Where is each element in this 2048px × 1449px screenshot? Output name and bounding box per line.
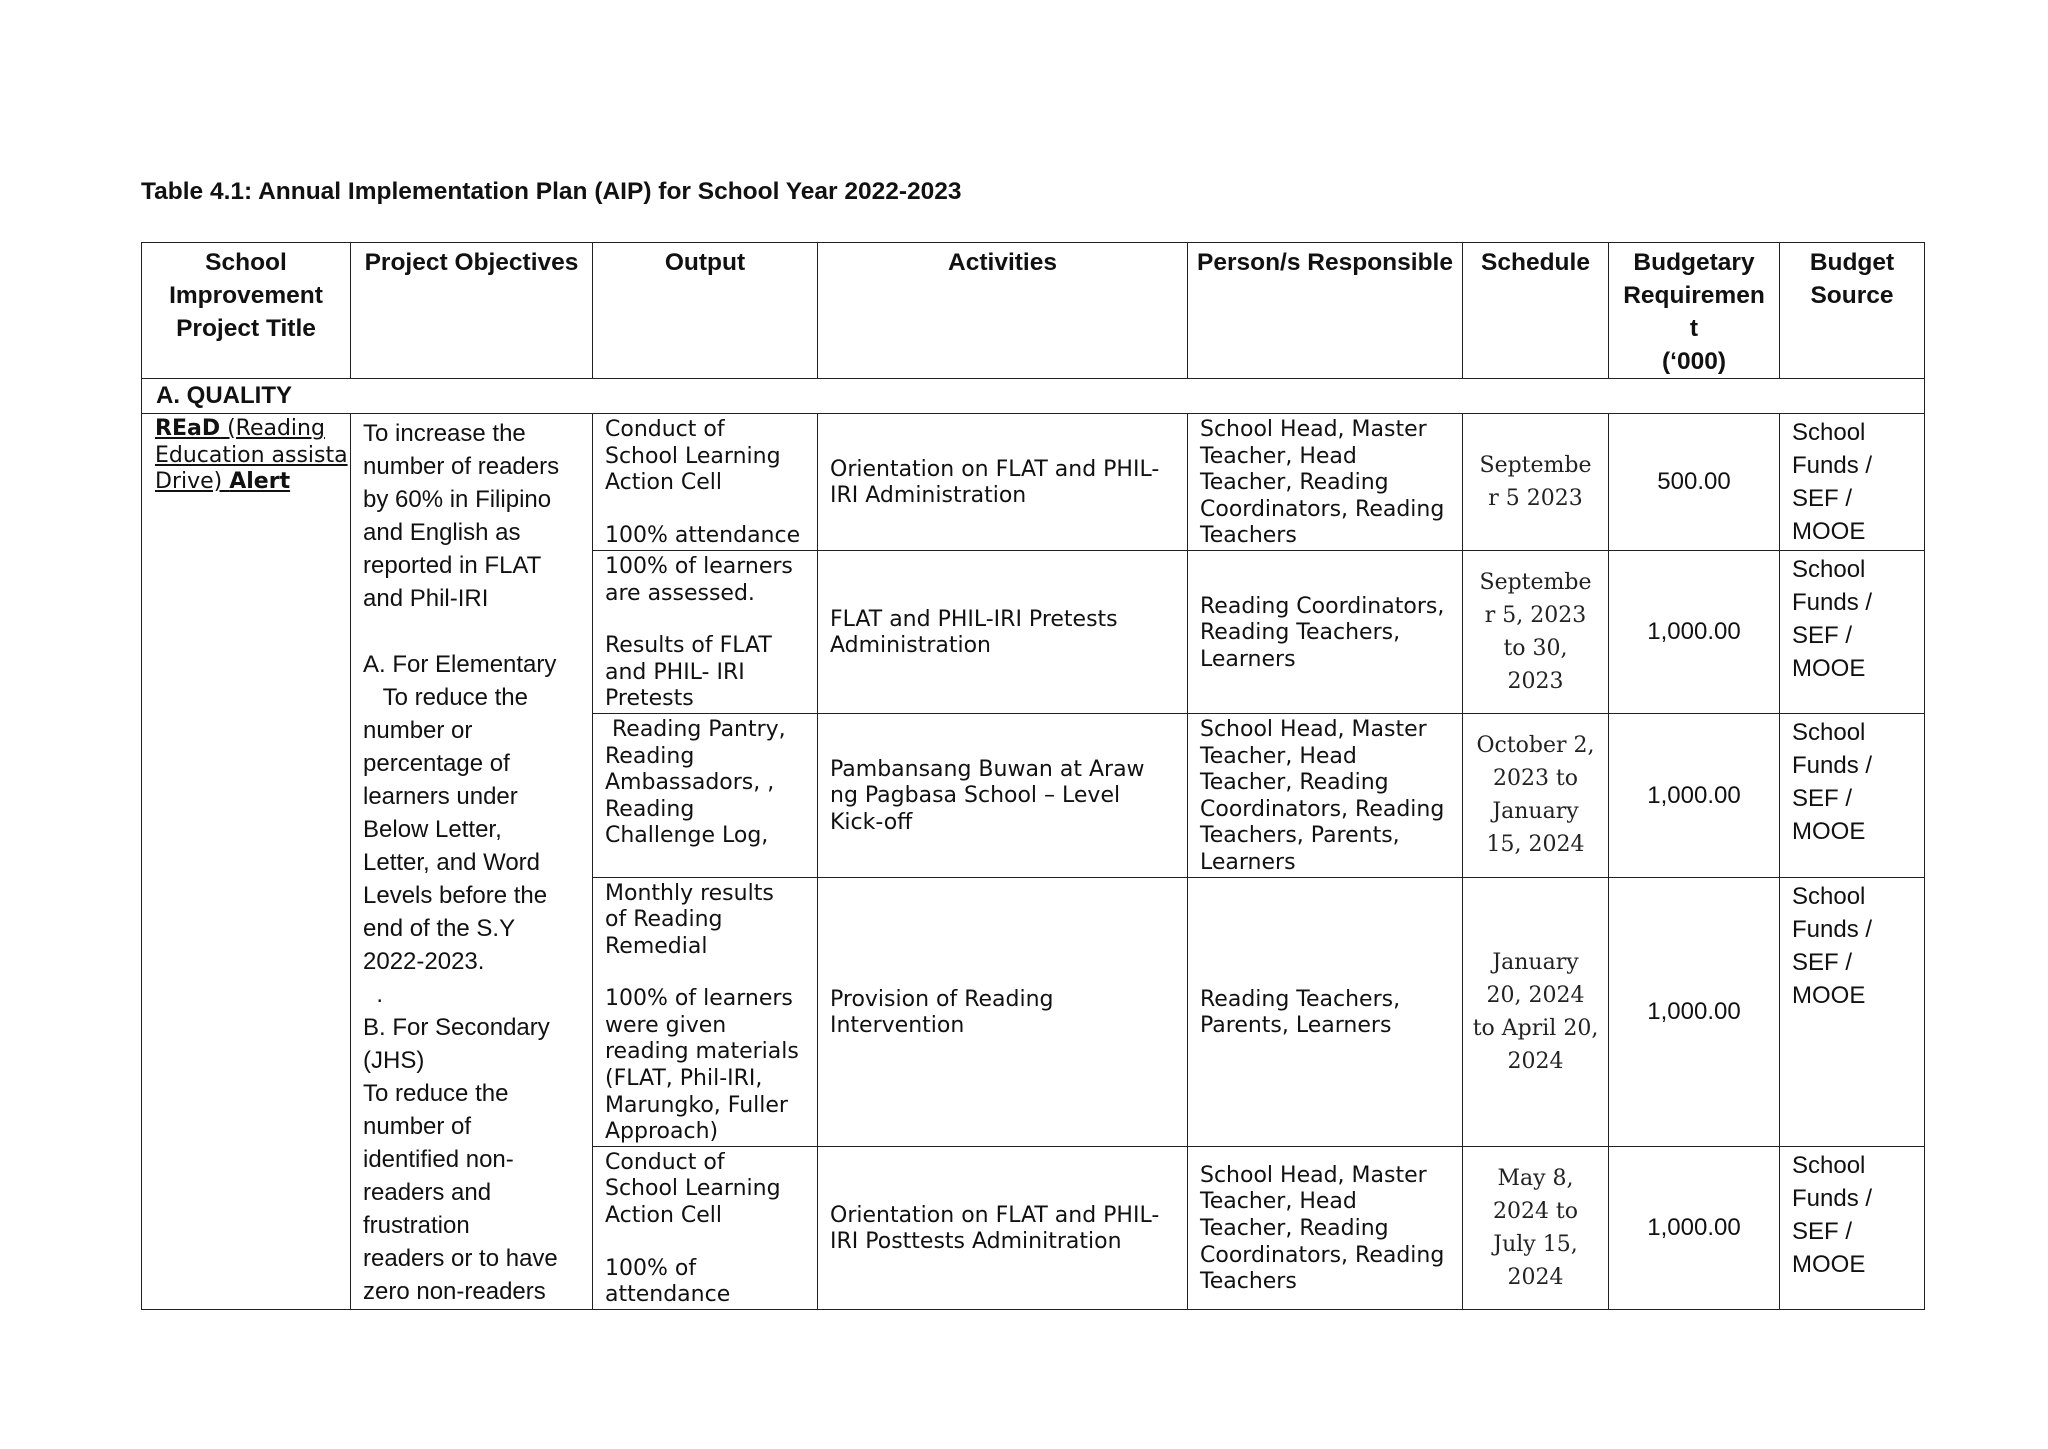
project-title-line-3: Drive) Alert xyxy=(155,469,291,495)
budget-cell: 1,000.00 xyxy=(1609,550,1780,713)
header-schedule: Schedule xyxy=(1463,243,1609,379)
output-cell: Monthly results of Reading Remedial 100% of learners were given reading materials (FLAT, Phil-IRI, Marungko, Fuller Approach) xyxy=(593,877,818,1146)
activity-cell: Pambansang Buwan at Araw ng Pagbasa School – Level Kick-off xyxy=(818,713,1188,877)
responsible-cell: School Head, Master Teacher, Head Teacher, Reading Coordinators, Reading Teachers xyxy=(1188,414,1463,551)
activity-cell: FLAT and PHIL-IRI Pretests Administration xyxy=(818,550,1188,713)
header-output: Output xyxy=(593,243,818,379)
header-row xyxy=(142,243,1925,379)
output-cell: Conduct of School Learning Action Cell 100% of attendance xyxy=(593,1146,818,1309)
activity-cell: Orientation on FLAT and PHIL- IRI Administration xyxy=(818,414,1188,551)
header-objectives: Project Objectives xyxy=(351,243,593,379)
responsible-cell: School Head, Master Teacher, Head Teacher, Reading Coordinators, Reading Teachers xyxy=(1188,1146,1463,1309)
output-cell: Conduct of School Learning Action Cell 100% attendance xyxy=(593,414,818,551)
budget-cell: 1,000.00 xyxy=(1609,713,1780,877)
header-budget-source: Budget Source xyxy=(1780,243,1925,379)
schedule-cell: May 8, 2024 to July 15, 2024 xyxy=(1463,1146,1609,1309)
source-cell: School Funds / SEF / MOOE xyxy=(1780,1146,1925,1309)
schedule-cell: October 2, 2023 to January 15, 2024 xyxy=(1463,713,1609,877)
responsible-cell: Reading Coordinators, Reading Teachers, Learners xyxy=(1188,550,1463,713)
output-cell: 100% of learners are assessed. Results of FLAT and PHIL- IRI Pretests xyxy=(593,550,818,713)
objectives-cell: To increase the number of readers by 60% in Filipino and English as reported in FLAT and Phil-IRI A. For Elementary To reduce the number or percentage of learners under Below Letter, Letter, and Word Levels before the end of the S.Y 2022-2023. . B. For Secondary (JHS) To reduce the number of identified non- readers and frustration readers or to have zero non-readers xyxy=(351,414,593,1310)
output-cell: Reading Pantry, Reading Ambassadors, , Reading Challenge Log, xyxy=(593,713,818,877)
responsible-cell: School Head, Master Teacher, Head Teacher, Reading Coordinators, Reading Teachers, Parents, Learners xyxy=(1188,713,1463,877)
activity-cell: Provision of Reading Intervention xyxy=(818,877,1188,1146)
project-title-line-2: Education assista xyxy=(155,442,348,468)
aip-table xyxy=(141,242,1925,1310)
project-title-cell xyxy=(142,414,351,1310)
section-heading: A. QUALITY xyxy=(142,379,1925,414)
header-budget-requirement: Budgetary Requiremen t (‘000) xyxy=(1609,243,1780,379)
header-project-title: School Improvement Project Title xyxy=(142,243,351,379)
schedule-cell: Septembe r 5 2023 xyxy=(1463,414,1609,551)
table-row xyxy=(142,414,1925,551)
header-responsible: Person/s Responsible xyxy=(1188,243,1463,379)
project-title-line-1: REaD (Reading xyxy=(155,416,325,441)
source-cell: School Funds / SEF / MOOE xyxy=(1780,550,1925,713)
section-row xyxy=(142,379,1925,414)
table-caption: Table 4.1: Annual Implementation Plan (AIP) for School Year 2022-2023 xyxy=(141,178,962,205)
schedule-cell: Septembe r 5, 2023 to 30, 2023 xyxy=(1463,550,1609,713)
budget-cell: 1,000.00 xyxy=(1609,1146,1780,1309)
schedule-cell: January 20, 2024 to April 20, 2024 xyxy=(1463,877,1609,1146)
responsible-cell: Reading Teachers, Parents, Learners xyxy=(1188,877,1463,1146)
budget-cell: 1,000.00 xyxy=(1609,877,1780,1146)
source-cell: School Funds / SEF / MOOE xyxy=(1780,713,1925,877)
header-activities: Activities xyxy=(818,243,1188,379)
activity-cell: Orientation on FLAT and PHIL- IRI Posttests Adminitration xyxy=(818,1146,1188,1309)
source-cell: School Funds / SEF / MOOE xyxy=(1780,414,1925,551)
source-cell: School Funds / SEF / MOOE xyxy=(1780,877,1925,1146)
budget-cell: 500.00 xyxy=(1609,414,1780,551)
